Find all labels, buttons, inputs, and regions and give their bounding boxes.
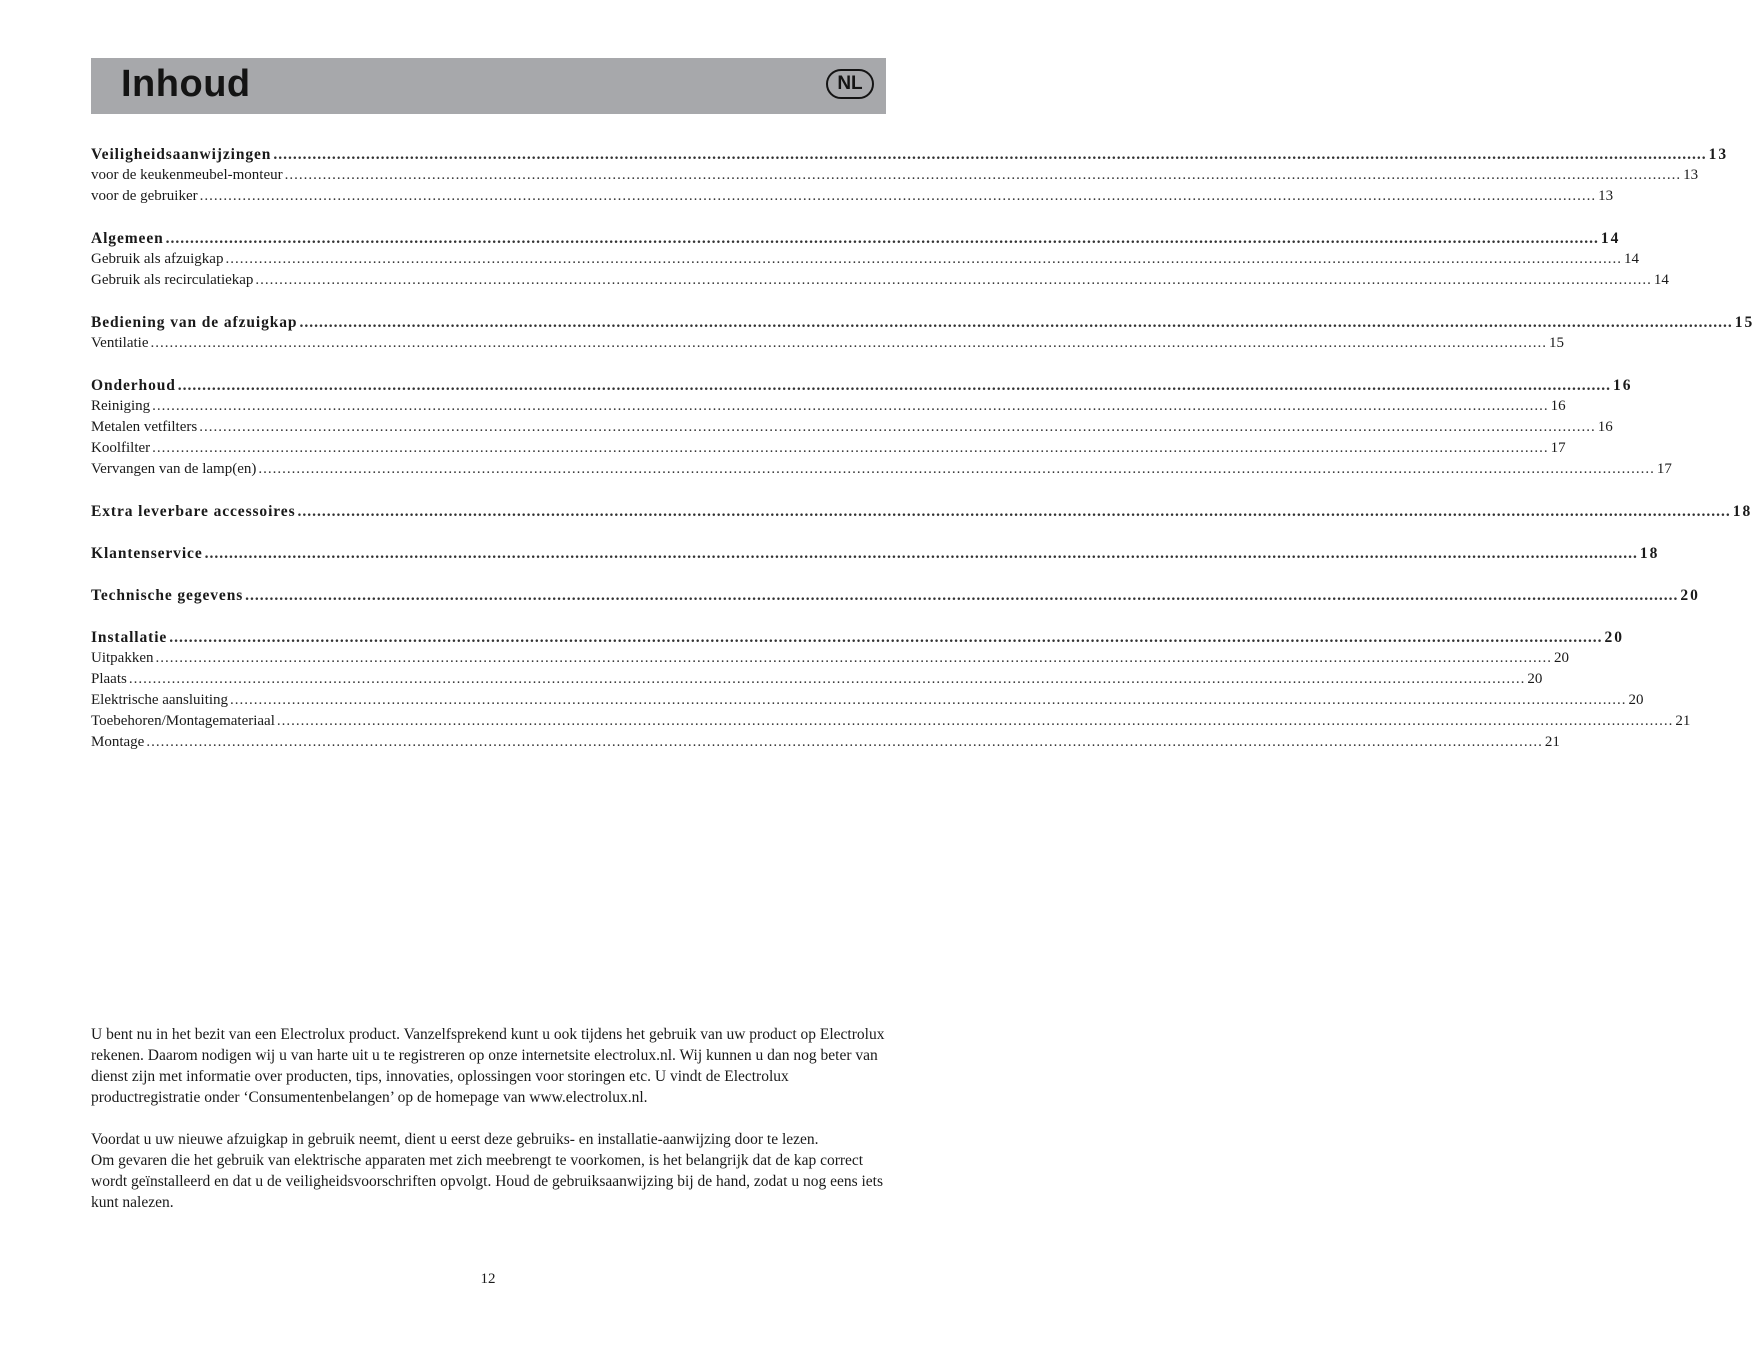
- toc-subentry[interactable]: [91, 692, 1644, 713]
- intro-paragraph: U bent nu in het bezit van een Electrolux product. Vanzelfsprekend kunt u ook tijdens het gebruik van uw product op Electrolux rekenen. Daarom nodigen wij u van harte uit u te registreren op onze internetsite electrolux.nl. Wij kunnen u dan nog beter van dienst zijn met informatie over producten, tips, innovaties, oplossingen voor storingen etc. U vindt de Electrolux productregistratie onder ‘Consumentenbelangen’ op de homepage van www.electrolux.nl.: [91, 1026, 885, 1106]
- toc-entry-title: Gebruik als afzuigkap: [91, 251, 224, 267]
- toc-entry-title: Vervangen van de lamp(en): [91, 461, 257, 477]
- toc-entry-title: Elektrische aansluiting: [91, 692, 229, 708]
- toc-entry-page: 13: [1708, 146, 1729, 163]
- toc-subentry[interactable]: [91, 419, 1613, 440]
- dot-leader: [230, 692, 1627, 709]
- dot-leader: [298, 503, 1731, 521]
- toc-section-heading[interactable]: [91, 230, 1621, 251]
- toc-entry-title: Uitpakken: [91, 650, 154, 666]
- dot-leader: [277, 713, 1674, 730]
- toc-entry-title: Ventilatie: [91, 335, 149, 351]
- toc-section-heading[interactable]: [91, 629, 1624, 650]
- dot-leader: [255, 272, 1652, 289]
- dot-leader: [152, 398, 1549, 415]
- toc-entry-page: 20: [1527, 671, 1543, 687]
- toc-subentry[interactable]: [91, 272, 1669, 293]
- toc-section-heading[interactable]: [91, 545, 1660, 566]
- toc-section: [91, 146, 1729, 209]
- toc-entry-title: voor de gebruiker: [91, 188, 198, 204]
- toc-section-heading[interactable]: [91, 314, 1754, 335]
- toc-entry-title: Veiligheidsaanwijzingen: [91, 146, 272, 163]
- toc-section-heading[interactable]: [91, 377, 1633, 398]
- toc-entry-page: 20: [1604, 629, 1624, 646]
- toc-section-heading[interactable]: [91, 587, 1700, 608]
- table-of-contents: [91, 146, 1754, 776]
- toc-entry-page: 14: [1653, 272, 1669, 288]
- dot-leader: [245, 587, 1678, 605]
- toc-section: [91, 314, 1754, 356]
- toc-entry-page: 15: [1548, 335, 1564, 351]
- toc-subentry[interactable]: [91, 188, 1614, 209]
- intro-paragraph: Voordat u uw nieuwe afzuigkap in gebruik neemt, dient u eerst deze gebruiks- en installatie-aanwijzing door te lezen.: [91, 1131, 819, 1148]
- toc-subentry[interactable]: [91, 440, 1566, 461]
- toc-subentry[interactable]: [91, 461, 1672, 482]
- toc-entry-title: Technische gegevens: [91, 587, 244, 604]
- toc-entry-title: Plaats: [91, 671, 127, 687]
- toc-entry-page: 16: [1597, 419, 1613, 435]
- toc-section-heading[interactable]: [91, 503, 1753, 524]
- toc-subentry[interactable]: [91, 650, 1569, 671]
- toc-entry-title: Installatie: [91, 629, 168, 646]
- toc-entry-page: 21: [1675, 713, 1691, 729]
- toc-subentry[interactable]: [91, 398, 1566, 419]
- toc-entry-page: 14: [1600, 230, 1621, 247]
- dot-leader: [273, 146, 1706, 164]
- dot-leader: [205, 545, 1638, 563]
- toc-section: [91, 629, 1691, 755]
- dot-leader: [200, 188, 1597, 205]
- dot-leader: [225, 251, 1622, 268]
- toc-entry-title: Extra leverbare accessoires: [91, 503, 296, 520]
- dot-leader: [146, 734, 1543, 751]
- toc-section: [91, 230, 1669, 293]
- toc-entry-page: 15: [1734, 314, 1754, 331]
- toc-entry-page: 16: [1550, 398, 1566, 414]
- toc-entry-page: 20: [1553, 650, 1569, 666]
- toc-subentry[interactable]: [91, 734, 1560, 755]
- toc-subentry[interactable]: [91, 167, 1699, 188]
- toc-entry-title: Metalen vetfilters: [91, 419, 198, 435]
- toc-entry-title: Montage: [91, 734, 145, 750]
- toc-subentry[interactable]: [91, 335, 1564, 356]
- toc-section: [91, 545, 1660, 566]
- language-badge: NL: [826, 69, 874, 99]
- toc-subentry[interactable]: [91, 671, 1543, 692]
- toc-subentry[interactable]: [91, 251, 1639, 272]
- toc-entry-title: Gebruik als recirculatiekap: [91, 272, 254, 288]
- page-number: 12: [480, 1271, 496, 1287]
- toc-entry-title: Algemeen: [91, 230, 164, 247]
- dot-leader: [150, 335, 1547, 352]
- toc-entry-page: 13: [1598, 188, 1614, 204]
- toc-subentry[interactable]: [91, 713, 1691, 734]
- toc-entry-page: 18: [1732, 503, 1753, 520]
- header-bar: [91, 58, 886, 114]
- dot-leader: [169, 629, 1602, 647]
- toc-section: [91, 587, 1700, 608]
- toc-entry-title: Reiniging: [91, 398, 151, 414]
- toc-entry-title: Bediening van de afzuigkap: [91, 314, 298, 331]
- toc-entry-page: 16: [1613, 377, 1633, 394]
- toc-entry-page: 20: [1628, 692, 1644, 708]
- toc-section: [91, 377, 1672, 482]
- toc-entry-title: Onderhoud: [91, 377, 176, 394]
- toc-entry-title: voor de keukenmeubel-monteur: [91, 167, 283, 183]
- toc-entry-page: 17: [1656, 461, 1672, 477]
- dot-leader: [258, 461, 1655, 478]
- dot-leader: [285, 167, 1682, 184]
- toc-entry-page: 17: [1550, 440, 1566, 456]
- toc-entry-title: Toebehoren/Montagemateriaal: [91, 713, 275, 729]
- toc-entry-page: 20: [1680, 587, 1700, 604]
- dot-leader: [299, 314, 1732, 332]
- dot-leader: [166, 230, 1599, 248]
- dot-leader: [178, 377, 1611, 395]
- intro-paragraph: Om gevaren die het gebruik van elektrische apparaten met zich meebrengt te voorkomen, is het belangrijk dat de kap correct wordt geïnstalleerd en dat u de veiligheidsvoorschriften opvolgt. Houd de gebruiksaanwijzing bij de hand, zodat u nog eens iets kunt nalezen.: [91, 1152, 884, 1211]
- toc-entry-page: 13: [1683, 167, 1699, 183]
- toc-section: [91, 503, 1753, 524]
- dot-leader: [199, 419, 1596, 436]
- dot-leader: [129, 671, 1526, 688]
- dot-leader: [155, 650, 1552, 667]
- toc-entry-page: 21: [1544, 734, 1560, 750]
- dot-leader: [152, 440, 1549, 457]
- page-title: Inhoud: [121, 63, 251, 105]
- toc-entry-title: Koolfilter: [91, 440, 151, 456]
- toc-entry-page: 18: [1639, 545, 1660, 562]
- toc-entry-title: Klantenservice: [91, 545, 203, 562]
- intro-text: [91, 1024, 886, 1213]
- toc-section-heading[interactable]: [91, 146, 1729, 167]
- toc-entry-page: 14: [1623, 251, 1639, 267]
